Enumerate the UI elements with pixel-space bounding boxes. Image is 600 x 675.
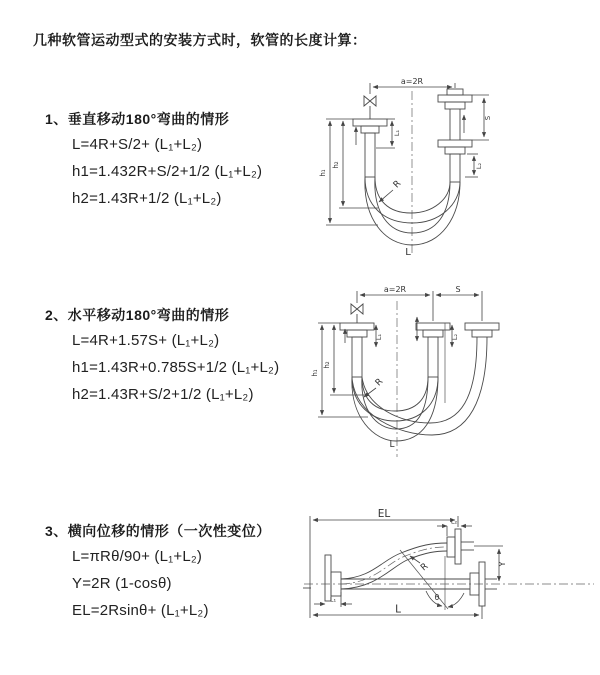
dim-h1-label: h₁ [319, 169, 327, 177]
section-3-formula-EL: EL=2Rsinθ+ (L₁+L₂) [72, 602, 209, 619]
radius-label: R [419, 561, 431, 574]
dim-width-label: a=2R [383, 285, 407, 294]
dim-l1-label: L₁ [393, 129, 401, 137]
dim-l2-label: L₂ [450, 517, 458, 526]
dim-y-label: Y [498, 561, 507, 567]
dimension-l1 [375, 325, 383, 347]
diagram-vertical-180-bend [315, 75, 590, 260]
valve-icon [364, 96, 376, 119]
dim-width-label: a=2R [400, 77, 424, 86]
dimension-width [357, 285, 482, 321]
diagram-horizontal-180-bend [308, 285, 595, 465]
section-1-formula-h1: h1=1.432R+S/2+1/2 (L₁+L₂) [72, 163, 263, 180]
radius-leader [364, 377, 385, 397]
fixed-end-flange [353, 119, 387, 133]
radius-leader [379, 179, 403, 202]
radius-leader [410, 556, 430, 573]
section-1-formula-h2: h2=1.43R+1/2 (L₁+L₂) [72, 190, 222, 207]
dimension-stroke [436, 285, 479, 295]
dim-l2-label: L₂ [451, 333, 459, 341]
hose-displaced-position [341, 543, 447, 589]
moving-end-flange-original [465, 323, 499, 337]
dimension-l1 [314, 592, 352, 607]
length-label: L [405, 247, 411, 258]
section-1-formula-L: L=4R+S/2+ (L₁+L₂) [72, 136, 203, 153]
section-2-formula-h2: h2=1.43R+S/2+1/2 (L₁+L₂) [72, 386, 254, 403]
dim-stroke-label: S [484, 115, 492, 121]
dim-stroke-label: S [455, 285, 461, 294]
page-title: 几种软管运动型式的安装方式时，软管的长度计算： [33, 32, 367, 48]
radius-label: R [373, 376, 386, 389]
hose-u-bends [365, 177, 460, 245]
dimension-width [370, 77, 455, 94]
dim-l-label: L [395, 603, 401, 616]
moving-end-flange-displaced [447, 529, 474, 564]
braided-hose-left [352, 337, 362, 377]
dim-el-label: EL [377, 508, 391, 520]
dimension-l2 [465, 154, 483, 177]
radius-label: R [391, 178, 404, 191]
dimension-h2 [332, 121, 378, 208]
dimension-l1 [376, 119, 401, 148]
fixed-end-flange [325, 555, 341, 601]
section-3-formula-Y: Y=2R (1-cosθ) [72, 575, 172, 592]
section-3-formula-L: L=πRθ/90+ (L₁+L₂) [72, 548, 203, 565]
braided-hose-middle [428, 337, 438, 377]
moving-end-flange [438, 89, 472, 154]
dimension-stroke [472, 95, 492, 140]
dim-h2-label: h₂ [332, 161, 340, 169]
dim-l1-label: L₁ [375, 333, 383, 341]
dimension-h2 [323, 325, 368, 395]
valve-icon [351, 304, 363, 323]
section-2-formula-L: L=4R+1.57S+ (L₁+L₂) [72, 332, 220, 349]
dimension-l2 [451, 325, 459, 347]
section-1-heading: 1、垂直移动180°弯曲的情形 [45, 111, 230, 127]
section-2-heading: 2、水平移动180°弯曲的情形 [45, 307, 230, 323]
dim-h1-label: h₁ [311, 369, 319, 377]
hose-u-bends [352, 337, 487, 441]
dim-l2-label: L₂ [475, 162, 483, 170]
angle-label: θ [434, 593, 440, 602]
length-label: L [389, 440, 395, 450]
dim-l1-label: L₁ [329, 595, 337, 604]
dimension-l [313, 604, 482, 620]
section-2-formula-h1: h1=1.43R+0.785S+1/2 (L₁+L₂) [72, 359, 280, 376]
section-3-heading: 3、横向位移的情形（一次性变位） [45, 523, 271, 539]
braided-hose-left [365, 133, 375, 177]
dim-h2-label: h₂ [323, 361, 331, 369]
diagram-lateral-displacement [300, 500, 598, 660]
braided-hose-right [450, 154, 460, 182]
